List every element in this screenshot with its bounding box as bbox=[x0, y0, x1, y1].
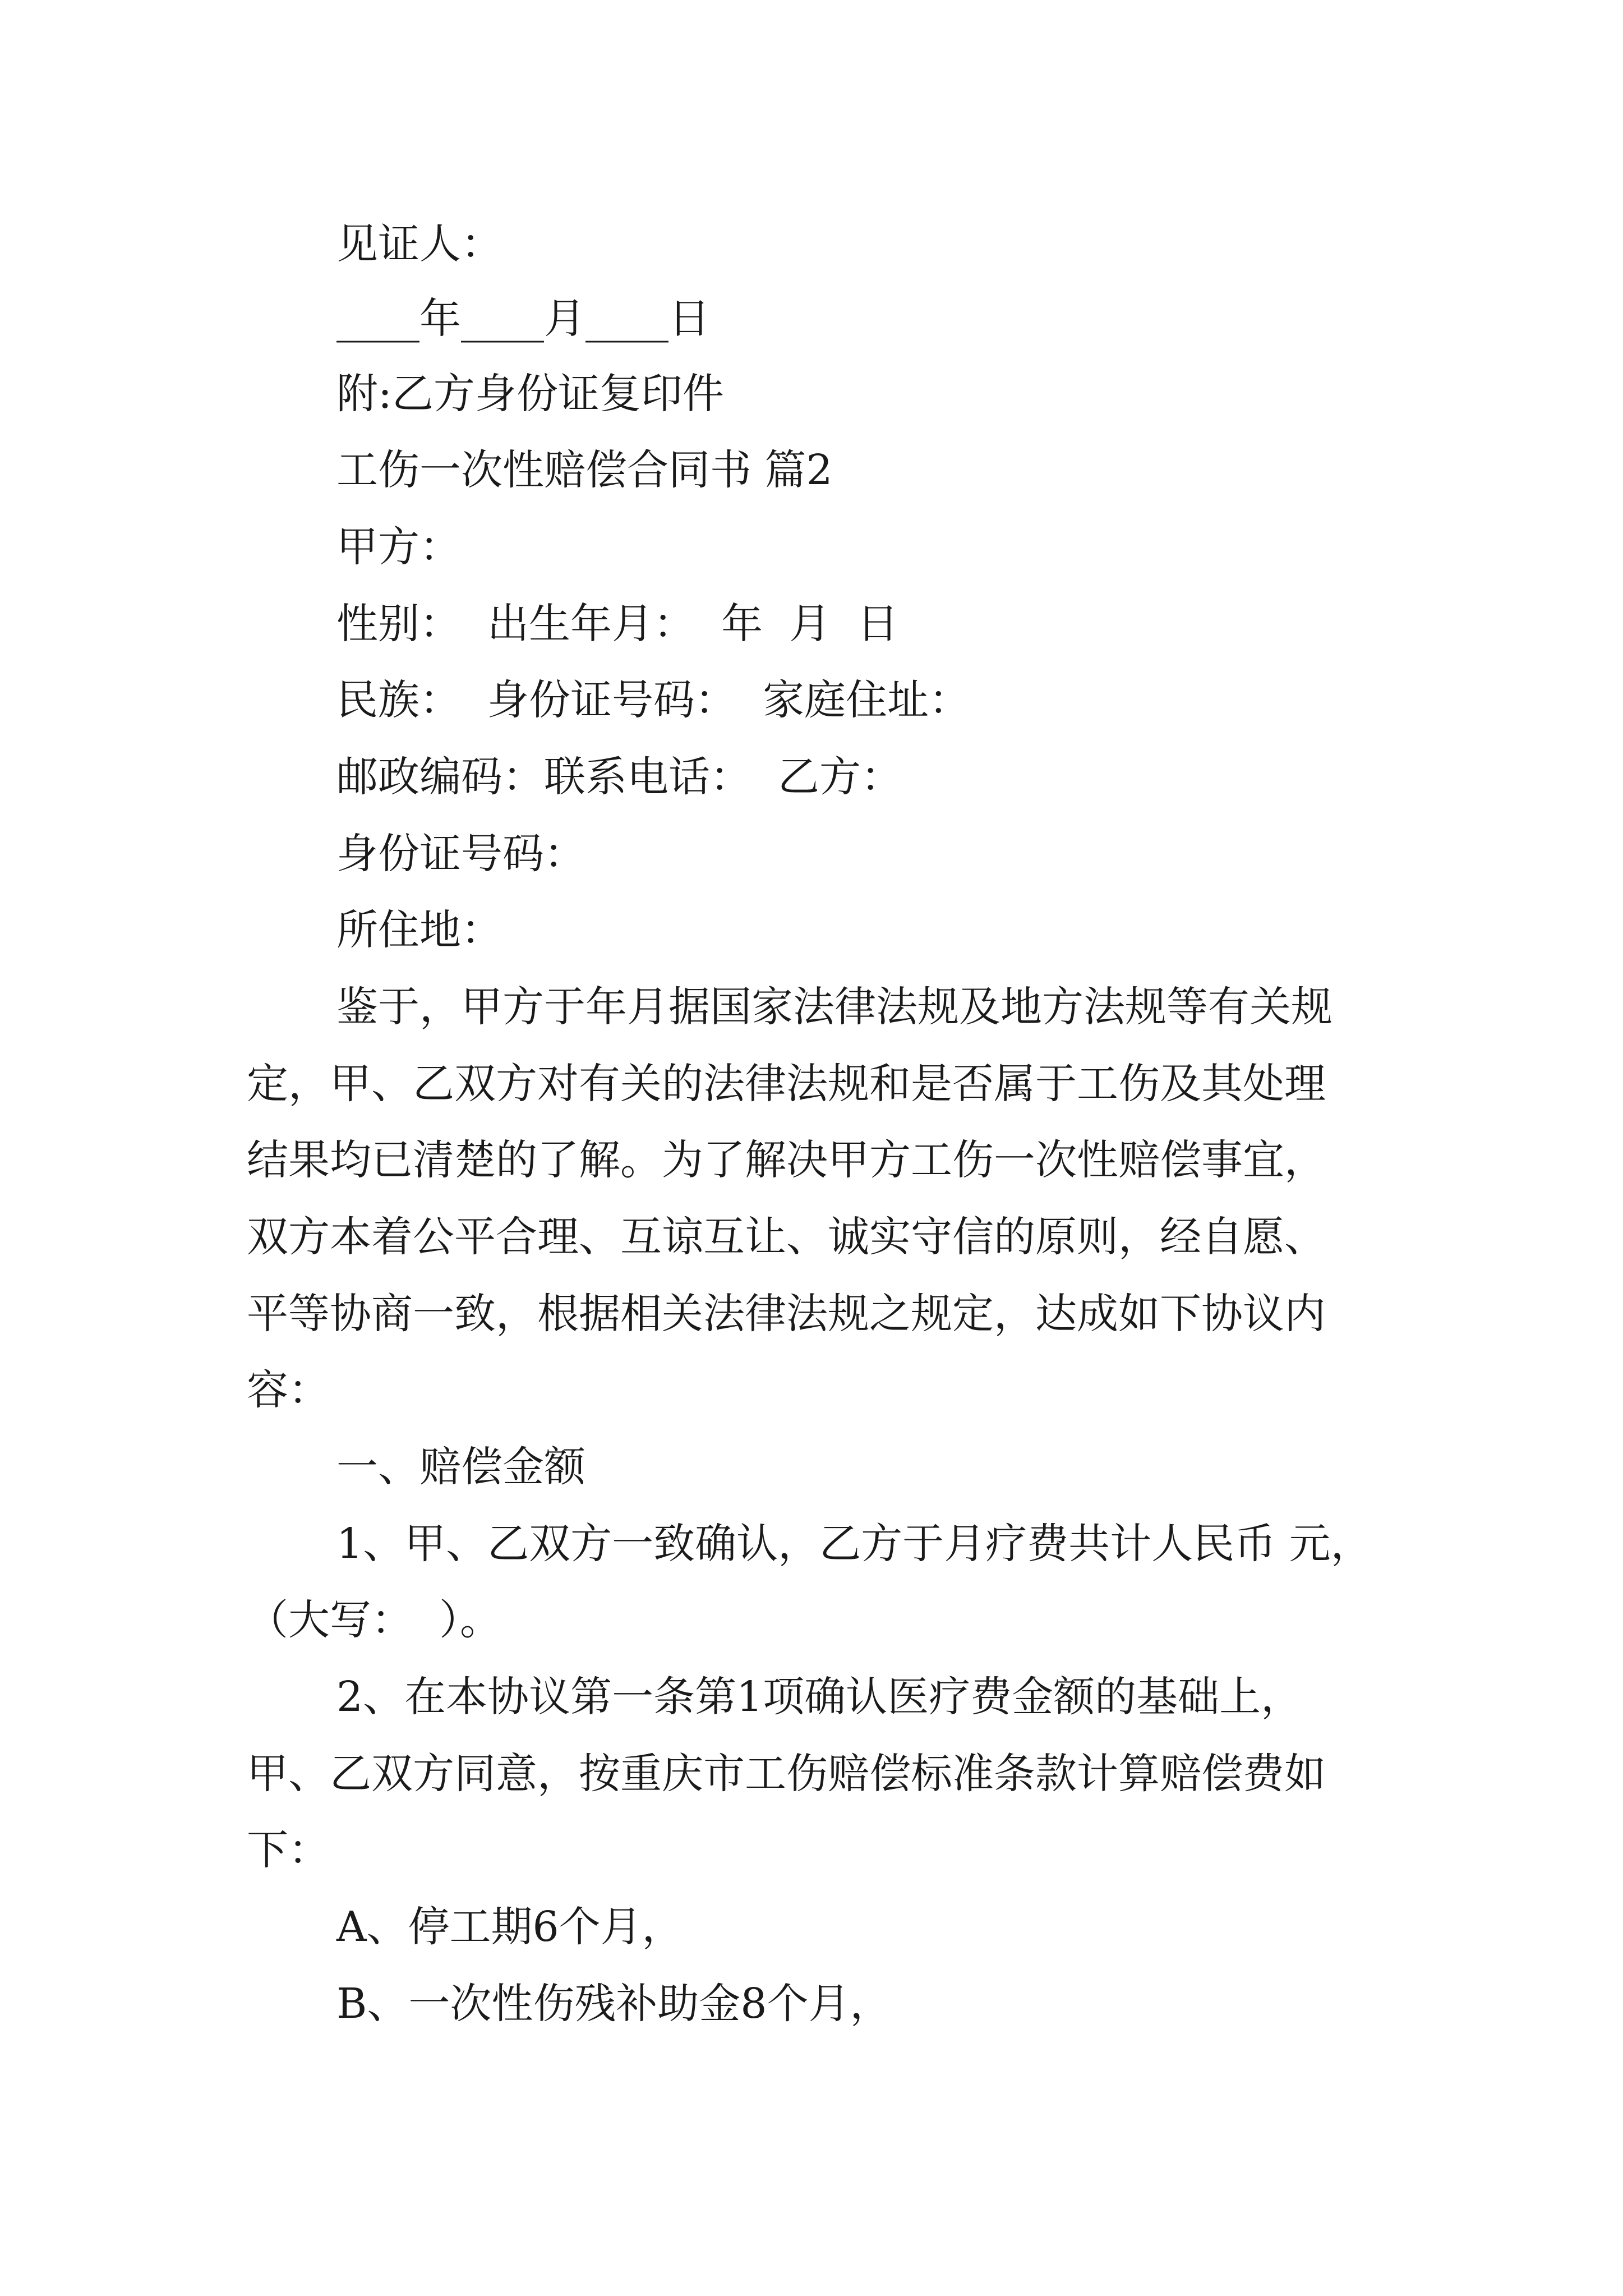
item-line: 1、甲、乙双方一致确认，乙方于月疗费共计人民币 元， bbox=[336, 1520, 1372, 1568]
attachment-line: 附:乙方身份证复印件 bbox=[336, 370, 724, 418]
paragraph-line: 鉴于，甲方于年月据国家法律法规及地方法规等有关规 bbox=[336, 983, 1332, 1031]
item-b-line: B、一次性伤残补助金8个月， bbox=[336, 1980, 892, 2028]
item-line: （大写： ）。 bbox=[247, 1596, 502, 1644]
paragraph-line: 定，甲、乙双方对有关的法律法规和是否属于工伤及其处理 bbox=[247, 1060, 1326, 1108]
ethnic-id-address-line: 民族： 身份证号码： 家庭住址： bbox=[336, 676, 971, 724]
item-a-line: A、停工期6个月， bbox=[336, 1903, 684, 1951]
paragraph-line: 平等协商一致，根据相关法律法规之规定，达成如下协议内 bbox=[247, 1290, 1326, 1338]
witness-line: 见证人： bbox=[336, 220, 502, 268]
date-blank-line: ____年____月____日 bbox=[336, 295, 710, 343]
item-line: 2、在本协议第一条第1项确认医疗费金额的基础上， bbox=[336, 1673, 1303, 1721]
residence-line: 所住地： bbox=[336, 906, 502, 954]
item-line: 甲、乙双方同意，按重庆市工伤赔偿标准条款计算赔偿费如 bbox=[247, 1750, 1326, 1798]
party-a-line: 甲方： bbox=[336, 523, 461, 571]
contract-title: 工伤一次性赔偿合同书 篇2 bbox=[336, 446, 833, 494]
item-line: 下： bbox=[247, 1826, 330, 1874]
section-heading: 一、赔偿金额 bbox=[336, 1443, 585, 1491]
id-number-line: 身份证号码： bbox=[336, 830, 585, 878]
paragraph-line: 容： bbox=[247, 1366, 330, 1414]
paragraph-line: 结果均已清楚的了解。为了解决甲方工伤一次性赔偿事宜， bbox=[247, 1136, 1326, 1184]
gender-birth-line: 性别： 出生年月： 年 月 日 bbox=[336, 600, 899, 648]
postal-phone-line: 邮政编码：联系电话： 乙方： bbox=[336, 753, 903, 801]
paragraph-line: 双方本着公平合理、互谅互让、诚实守信的原则，经自愿、 bbox=[247, 1213, 1326, 1261]
